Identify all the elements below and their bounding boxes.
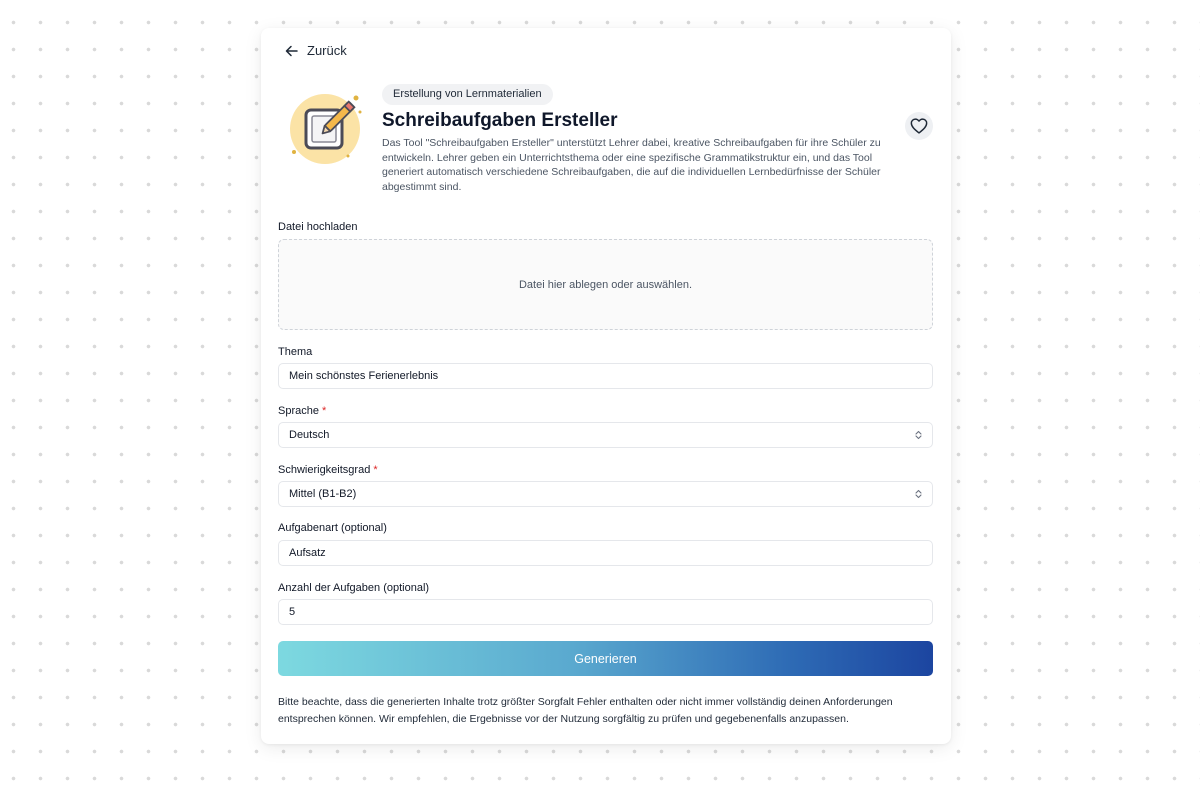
tool-card [261, 28, 951, 744]
disclaimer-text: Bitte beachte, dass die generierten Inhalte trotz größter Sorgfalt Fehler enthalten oder nicht immer vollständig deinen Anforderungen entsprechen können. Wir empfehlen, die Ergebnisse vor der Nutzung sorgfältig zu prüfen und gegebenenfalls anzupassen. [278, 696, 893, 725]
upload-label: Datei hochladen [278, 221, 358, 233]
difficulty-value: Mittel (B1-B2) [289, 488, 357, 500]
category-badge: Erstellung von Lernmaterialien [382, 84, 553, 105]
task-count-label: Anzahl der Aufgaben (optional) [278, 582, 430, 594]
language-label [278, 405, 326, 417]
required-mark: * [321, 405, 327, 417]
task-count-value: 5 [289, 606, 296, 618]
topic-label: Thema [278, 346, 313, 358]
topic-input[interactable] [278, 363, 933, 389]
required-mark: * [373, 464, 378, 476]
difficulty-label-text: Schwierigkeitsgrad [278, 464, 371, 476]
tool-description: Das Tool "Schreibaufgaben Ersteller" unterstützt Lehrer dabei, kreative Schreibaufgaben für ihre Schüler zu entwickeln. Lehrer geben ein Unterrichtsthema oder eine spezifische Grammatikstruktur ein, und das Tool generiert automatisch verschiedene Schreibaufgaben, die auf die individuellen Lernbedürfnisse der Schüler abgestimmt sind. [382, 137, 881, 193]
task-type-value: Aufsatz [289, 547, 326, 559]
chevron-up-down-icon [915, 430, 922, 440]
topic-value: Mein schönstes Ferienerlebnis [289, 370, 439, 382]
back-label: Zurück [307, 43, 347, 58]
task-type-label: Aufgabenart (optional) [278, 522, 387, 534]
chevron-up-down-icon [915, 489, 922, 499]
language-select[interactable] [278, 422, 933, 448]
pencil-notepad-icon [288, 92, 362, 166]
back-link[interactable] [285, 43, 347, 58]
arrow-left-icon [285, 45, 298, 57]
task-type-input[interactable] [278, 540, 933, 566]
favorite-button[interactable] [905, 112, 933, 140]
language-label-text: Sprache [278, 405, 319, 417]
task-count-input[interactable] [278, 599, 933, 625]
difficulty-select[interactable] [278, 481, 933, 507]
generate-button[interactable]: Generieren [278, 641, 933, 676]
heart-outline-icon [910, 118, 928, 134]
language-value: Deutsch [289, 429, 330, 441]
file-dropzone[interactable] [278, 239, 933, 330]
dropzone-text: Datei hier ablegen oder auswählen. [518, 278, 693, 291]
difficulty-label [278, 464, 378, 476]
page-title: Schreibaufgaben Ersteller [382, 110, 618, 131]
